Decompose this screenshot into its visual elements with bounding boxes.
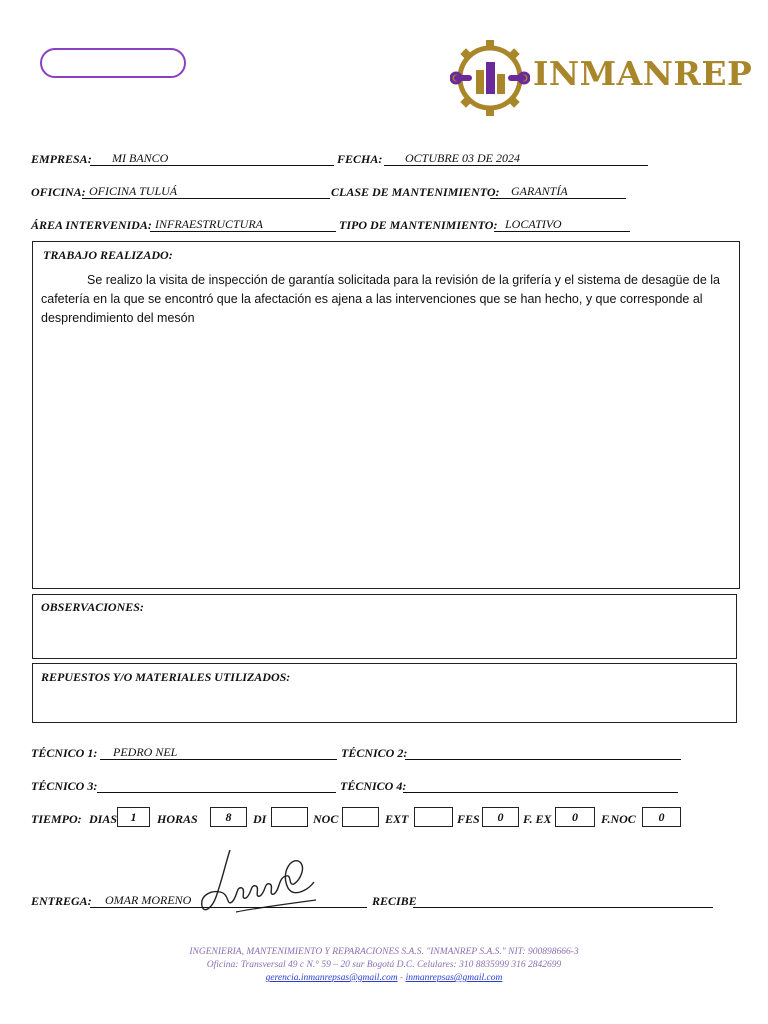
- repuestos-title: REPUESTOS Y/O MATERIALES UTILIZADOS:: [41, 670, 291, 684]
- horas-label: HORAS: [157, 812, 198, 826]
- dias-label: DIAS: [89, 812, 118, 826]
- entrega-value: OMAR MORENO: [105, 893, 192, 907]
- gear-logo-icon: [450, 38, 530, 118]
- tecnico1-value: PEDRO NEL: [113, 745, 178, 759]
- tecnico4-label: TÉCNICO 4:: [340, 779, 407, 793]
- email-link-inmanrep[interactable]: inmanrepsas@gmail.com: [405, 973, 503, 983]
- tecnico2-label: TÉCNICO 2:: [341, 746, 408, 760]
- fnoc-box[interactable]: 0: [642, 807, 681, 827]
- tecnico2-line: [405, 746, 681, 760]
- footer-address: Oficina: Transversal 49 c N.° 59 – 20 sur Bogotá D.C. Celulares: 310 8835999 316 2842699: [206, 960, 562, 970]
- fecha-value: OCTUBRE 03 DE 2024: [405, 151, 520, 165]
- clase-label: CLASE DE MANTENIMIENTO:: [331, 185, 500, 199]
- header-pill-frame: [40, 48, 186, 78]
- fex-label: F. EX: [523, 812, 552, 826]
- dias-box[interactable]: 1: [117, 807, 150, 827]
- oficina-label: OFICINA:: [31, 185, 86, 199]
- brand-name: INMANREP: [533, 54, 753, 93]
- oficina-value: OFICINA TULUÁ: [89, 184, 178, 198]
- fes-label: FES: [457, 812, 480, 826]
- signature-image: [196, 842, 326, 922]
- horas-box[interactable]: 8: [210, 807, 247, 827]
- observaciones-title: OBSERVACIONES:: [41, 600, 144, 614]
- tecnico1-label: TÉCNICO 1:: [31, 746, 98, 760]
- recibe-label: RECIBE: [372, 894, 417, 908]
- fex-box[interactable]: 0: [555, 807, 595, 827]
- email-link-gerencia[interactable]: gerencia.inmanrepsas@gmail.com: [265, 973, 398, 983]
- area-label: ÁREA INTERVENIDA:: [31, 218, 152, 232]
- footer-company: INGENIERIA, MANTENIMIENTO Y REPARACIONES S.A.S. "INMANREP S.A.S." NIT: 900898666-3: [189, 947, 579, 957]
- area-value: INFRAESTRUCTURA: [155, 217, 263, 231]
- empresa-value: MI BANCO: [112, 151, 169, 165]
- tecnico3-line: [97, 779, 336, 793]
- entrega-label: ENTREGA:: [31, 894, 92, 908]
- footer-emails: [0, 973, 768, 983]
- di-box[interactable]: [271, 807, 308, 827]
- trabajo-text: Se realizo la visita de inspección de garantía solicitada para la revisión de la grifería y el sistema de desagüe de la cafetería en la que se encontró que la afectación es ajena a las intervenciones que se han hecho, y que corresponde al desprendimiento del mesón: [41, 273, 721, 325]
- noc-label: NOC: [313, 812, 339, 826]
- tipo-label: TIPO DE MANTENIMIENTO:: [339, 218, 498, 232]
- clase-value: GARANTÍA: [511, 184, 568, 198]
- fes-box[interactable]: 0: [482, 807, 519, 827]
- fecha-label: FECHA:: [337, 152, 383, 166]
- noc-box[interactable]: [342, 807, 379, 827]
- email-separator: -: [397, 973, 406, 983]
- ext-box[interactable]: [414, 807, 453, 827]
- tecnico4-line: [403, 779, 678, 793]
- di-label: DI: [253, 812, 267, 826]
- recibe-line: [413, 894, 713, 908]
- empresa-label: EMPRESA:: [31, 152, 92, 166]
- trabajo-title: TRABAJO REALIZADO:: [43, 248, 173, 262]
- tiempo-label: TIEMPO:: [31, 812, 82, 826]
- tecnico3-label: TÉCNICO 3:: [31, 779, 98, 793]
- fnoc-label: F.NOC: [601, 812, 636, 826]
- tipo-value: LOCATIVO: [505, 217, 562, 231]
- ext-label: EXT: [385, 812, 409, 826]
